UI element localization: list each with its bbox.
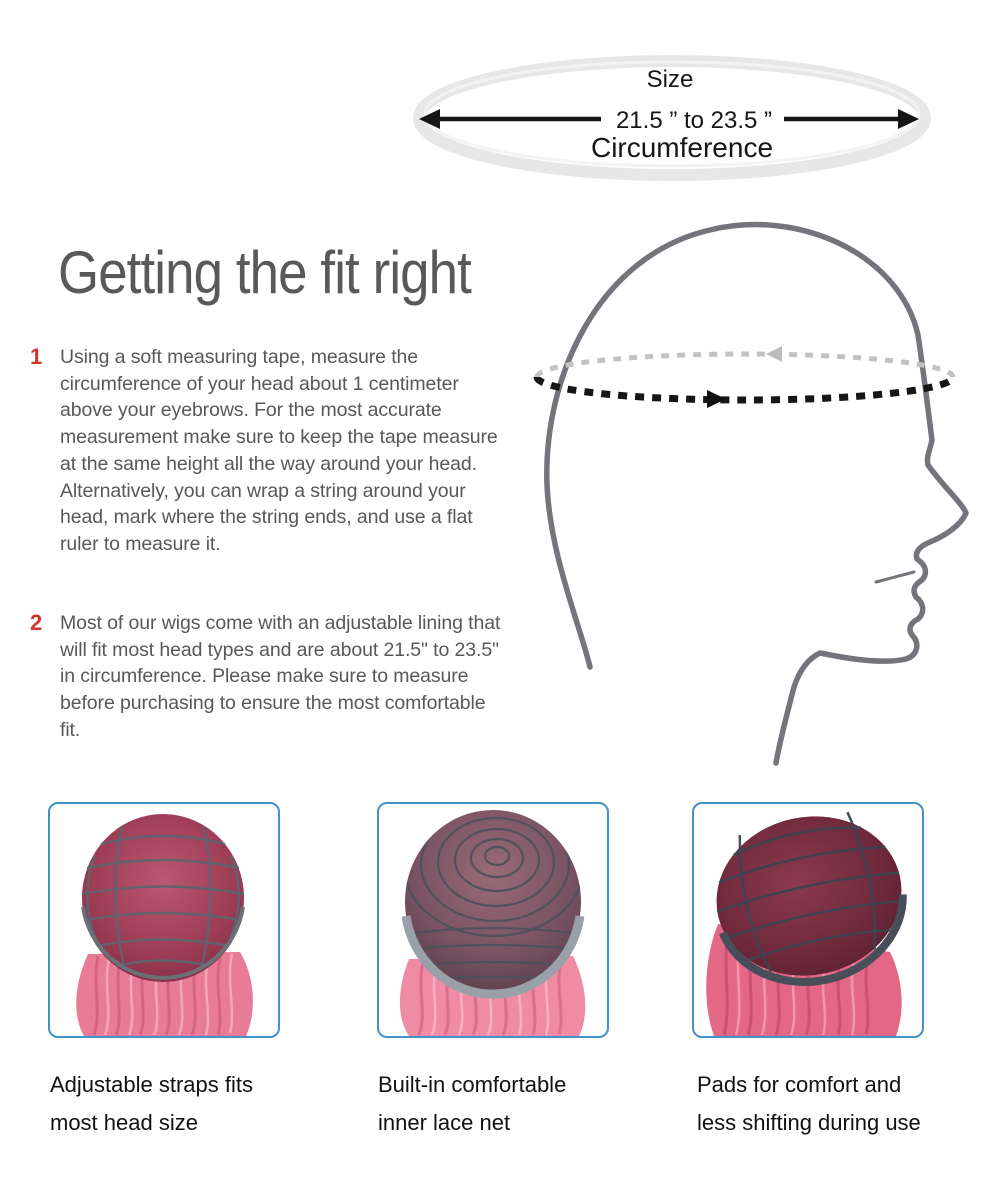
step-2-text: Most of our wigs come with an adjustable lining that will fit most head types and are about 21.5" to 23.5" in circumference. Please make sure to measure before purchasing to ensure the most comfortable fit. bbox=[60, 612, 501, 741]
tape-band-back bbox=[537, 354, 953, 377]
caption-line: Adjustable straps fits bbox=[50, 1072, 253, 1097]
step-1-text: Using a soft measuring tape, measure the circumference of your head about 1 centimeter above your eyebrows. For the most accurate measurement make sure to keep the tape measure at the same height all the way around your head. Alternatively, you can wrap a string around your head, mark where the string ends, and use a flat ruler to measure it. bbox=[60, 346, 498, 555]
step-2-number: 2 bbox=[30, 610, 43, 635]
tape-band-front bbox=[537, 377, 953, 400]
circumference-label: Circumference bbox=[590, 132, 774, 163]
caption-line: less shifting during use bbox=[697, 1110, 921, 1135]
caption-line: Built-in comfortable bbox=[378, 1072, 567, 1097]
caption-line: inner lace net bbox=[378, 1110, 511, 1135]
head-profile-diagram bbox=[510, 195, 990, 795]
wig-cap-inner-lace-photo bbox=[379, 804, 607, 1036]
mouth-line bbox=[876, 572, 914, 582]
step-2 bbox=[30, 610, 506, 744]
head-outline bbox=[547, 225, 966, 763]
feature-card-inner-lace bbox=[377, 802, 609, 1038]
caption-comfort-pads bbox=[697, 1066, 921, 1142]
tape-arrow-left-icon bbox=[766, 346, 782, 362]
step-1-number: 1 bbox=[30, 344, 43, 369]
step-1 bbox=[30, 344, 506, 558]
caption-adjustable-straps bbox=[50, 1066, 253, 1142]
caption-line: most head size bbox=[50, 1110, 198, 1135]
caption-line: Pads for comfort and bbox=[697, 1072, 902, 1097]
size-label: Size bbox=[646, 66, 694, 93]
wig-cap-back-view-photo bbox=[50, 804, 278, 1036]
feature-card-comfort-pads bbox=[692, 802, 924, 1038]
size-range-text: 21.5 ” to 23.5 ” bbox=[615, 107, 773, 134]
wig-cap-side-view-photo bbox=[694, 804, 922, 1036]
caption-inner-lace bbox=[378, 1066, 566, 1142]
tape-arrow-right-icon bbox=[707, 390, 726, 408]
feature-card-adjustable-straps bbox=[48, 802, 280, 1038]
page-title: Getting the fit right bbox=[58, 239, 471, 306]
size-circumference-diagram bbox=[0, 0, 1000, 210]
